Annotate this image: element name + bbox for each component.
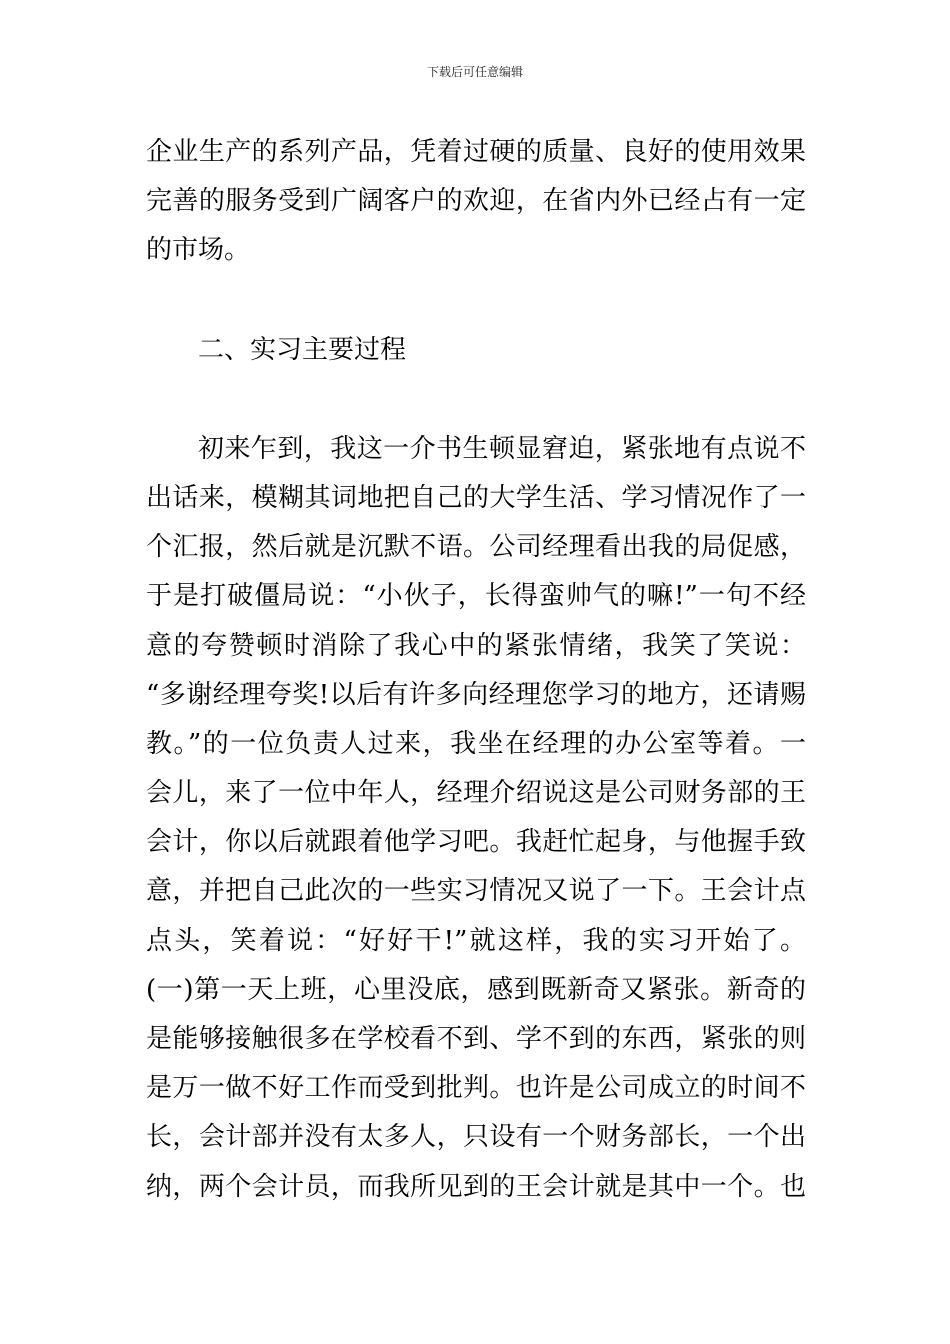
paragraph-line: 会计，你以后就跟着他学习吧。我赶忙起身，与他握手致 [146, 827, 806, 858]
paragraph-line: 纳，两个会计员，而我所见到的王会计就是其中一个。也 [146, 1171, 806, 1202]
paragraph-line: 出话来，模糊其词地把自己的大学生活、学习情况作了一 [146, 482, 806, 513]
paragraph-line: 意，并把自己此次的一些实习情况又说了一下。王会计点 [146, 876, 806, 907]
paragraph-line: 于是打破僵局说：“小伙子，长得蛮帅气的嘛!”一句不经 [146, 581, 806, 612]
paragraph-line: “多谢经理夸奖!以后有许多向经理您学习的地方，还请赐 [146, 679, 806, 710]
paragraph-gap [146, 375, 806, 425]
paragraph-line: 完善的服务受到广阔客户的欢迎，在省内外已经占有一定 [146, 186, 806, 217]
paragraph-line: 企业生产的系列产品，凭着过硬的质量、良好的使用效果 [146, 137, 806, 167]
paragraph-line: 的市场。 [146, 235, 251, 266]
paragraph-line: 意的夸赞顿时消除了我心中的紧张情绪，我笑了笑说： [146, 630, 806, 661]
paragraph-line: 教。”的一位负责人过来，我坐在经理的办公室等着。一 [146, 728, 806, 759]
paragraph-line: 个汇报，然后就是沉默不语。公司经理看出我的局促感， [146, 532, 806, 563]
paragraph-line: 点头，笑着说：“好好干!”就这样，我的实习开始了。 [146, 925, 806, 956]
document-body [146, 128, 806, 1212]
paragraph-gap [146, 276, 806, 326]
paragraph-line: 会儿，来了一位中年人，经理介绍说这是公司财务部的王 [146, 778, 806, 809]
paragraph-line: 长，会计部并没有太多人，只设有一个财务部长，一个出 [146, 1122, 806, 1153]
section-heading: 二、实习主要过程 [198, 334, 407, 365]
paragraph-line: 初来乍到，我这一介书生顿显窘迫，紧张地有点说不 [198, 433, 806, 464]
paragraph-line: (一)第一天上班，心里没底，感到既新奇又紧张。新奇的 [146, 974, 806, 1005]
paragraph-line: 是能够接触很多在学校看不到、学不到的东西，紧张的则 [146, 1024, 806, 1054]
page-header-note: 下载后可任意编辑 [426, 65, 523, 79]
paragraph-line: 是万一做不好工作而受到批判。也许是公司成立的时间不 [146, 1073, 806, 1104]
